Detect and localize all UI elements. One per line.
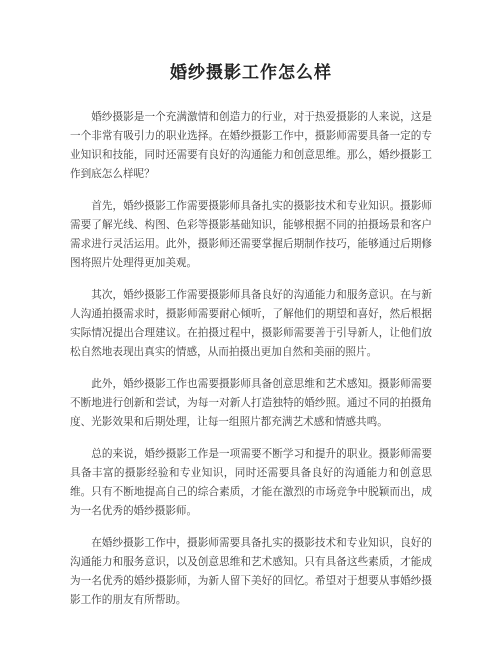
paragraph-summary: 总的来说，婚纱摄影工作是一项需要不断学习和提升的职业。摄影师需要具备丰富的摄影经验和专业知识，同时还需要具备良好的沟通能力和创意思维。只有不断地提高自己的综合素质，才能在激烈的市场竞争中脱颖而出，成为一名优秀的婚纱摄影师。: [70, 448, 432, 517]
paragraph-communication: 其次，婚纱摄影工作需要摄影师具备良好的沟通能力和服务意识。在与新人沟通拍摄需求时，摄影师需要耐心倾听，了解他们的期望和喜好，然后根据实际情况提出合理建议。在拍摄过程中，摄影师需要善于引导新人，让他们放松自然地表现出真实的情感，从而拍摄出更加自然和美丽的照片。: [70, 289, 432, 358]
paragraph-creativity: 此外，婚纱摄影工作也需要摄影师具备创意思维和艺术感知。摄影师需要不断地进行创新和尝试，为每一对新人打造独特的婚纱照。通过不同的拍摄角度、光影效果和后期处理，让每一组照片都充满艺术感和情感共鸣。: [70, 378, 432, 428]
document-title: 婚纱摄影工作怎么样: [170, 63, 332, 83]
paragraph-intro: 婚纱摄影是一个充满激情和创造力的行业，对于热爱摄影的人来说，这是一个非常有吸引力的职业选择。在婚纱摄影工作中，摄影师需要具备一定的专业知识和技能，同时还需要有良好的沟通能力和创意思维。那么，婚纱摄影工作到底怎么样呢？: [70, 111, 432, 180]
paragraph-technical-skills: 首先，婚纱摄影工作需要摄影师具备扎实的摄影技术和专业知识。摄影师需要了解光线、构图、色彩等摄影基础知识，能够根据不同的拍摄场景和客户需求进行灵活运用。此外，摄影师还需要掌握后期制作技巧，能够通过后期修图将照片处理得更加美观。: [70, 200, 432, 269]
paragraph-conclusion: 在婚纱摄影工作中，摄影师需要具备扎实的摄影技术和专业知识，良好的沟通能力和服务意识，以及创意思维和艺术感知。只有具备这些素质，才能成为一名优秀的婚纱摄影师，为新人留下美好的回忆。希望对于想要从事婚纱摄影工作的朋友有所帮助。: [70, 537, 432, 606]
